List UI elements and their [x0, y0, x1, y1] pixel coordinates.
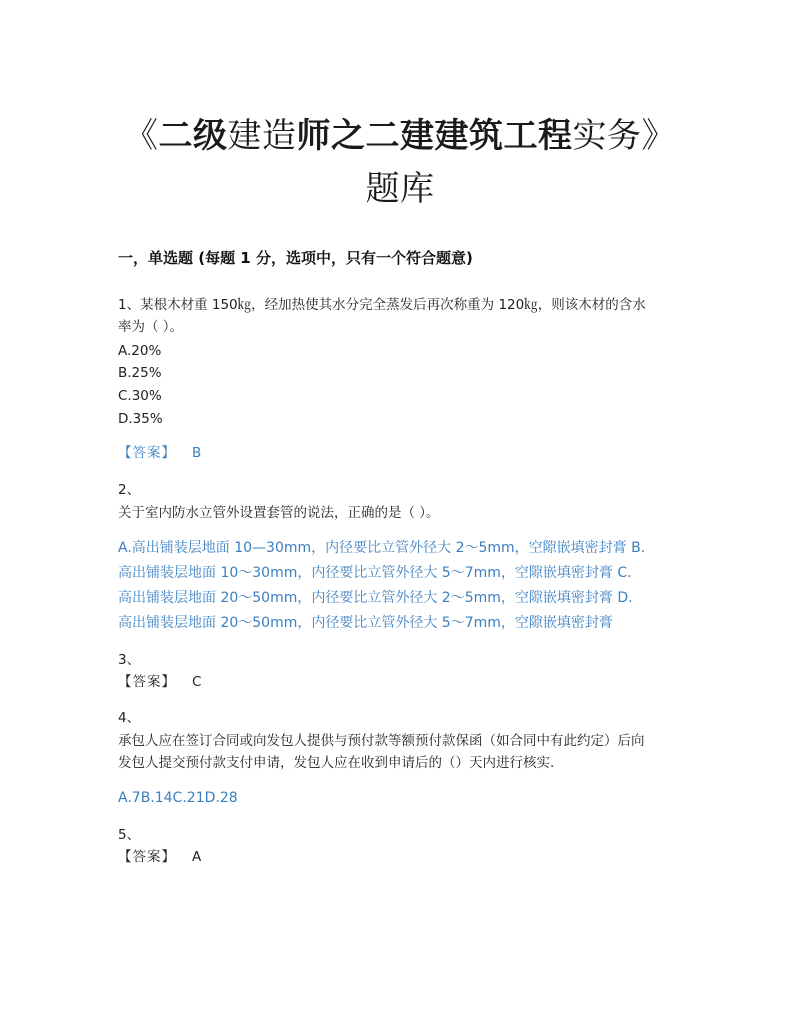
q1-option-b: B.25%	[118, 365, 162, 381]
q4-number: 4、	[118, 710, 141, 726]
document-subtitle: 题库	[365, 169, 435, 209]
title-part-a: 二级	[158, 116, 228, 156]
q3-number: 3、	[118, 652, 141, 668]
q5-answer	[118, 846, 201, 868]
title-part-e: 实务》	[572, 116, 676, 156]
q2-options-line4: 高出铺装层地面 20～50mm，内径要比立管外径大 5～7mm，空隙嵌填密封膏	[118, 615, 613, 631]
q4-stem-line2: 发包人提交预付款支付申请，发包人应在收到申请后的（）天内进行核实.	[118, 755, 555, 771]
q2-options-line1: A.高出铺装层地面 10—30mm，内径要比立管外径大 2～5mm，空隙嵌填密封膏 B.	[118, 540, 646, 556]
answer-value: A	[192, 849, 202, 865]
q2-options-line3: 高出铺装层地面 20～50mm，内径要比立管外径大 2～5mm，空隙嵌填密封膏 D.	[118, 590, 633, 606]
answer-value: B	[192, 445, 202, 461]
q5-number: 5、	[118, 827, 141, 843]
answer-value: C	[192, 674, 202, 690]
q1-option-c: C.30%	[118, 388, 162, 404]
q1-stem-line1: 1、某根木材重 150㎏，经加热使其水分完全蒸发后再次称重为 120㎏，则该木材的含水	[118, 297, 646, 313]
q4-options: A.7B.14C.21D.28	[118, 790, 238, 806]
q1-option-d: D.35%	[118, 411, 163, 427]
title-part-d: 之二建建筑工程	[331, 116, 573, 156]
answer-label: 【答案】	[118, 674, 176, 690]
q1-answer	[118, 442, 201, 464]
q1-option-a: A.20%	[118, 343, 162, 359]
answer-label: 【答案】	[118, 445, 176, 461]
q2-number: 2、	[118, 482, 141, 498]
q4-stem-line1: 承包人应在签订合同或向发包人提供与预付款等额预付款保函（如合同中有此约定）后向	[118, 733, 645, 749]
answer-label: 【答案】	[118, 849, 176, 865]
q2-stem: 关于室内防水立管外设置套管的说法，正确的是（ ）。	[118, 505, 440, 521]
document-title	[0, 108, 800, 157]
q1-stem-line2: 率为（ ）。	[118, 319, 184, 335]
q2-options-line2: 高出铺装层地面 10～30mm，内径要比立管外径大 5～7mm，空隙嵌填密封膏 C.	[118, 565, 632, 581]
section-heading: 一，单选题 (每题 1 分，选项中，只有一个符合题意)	[118, 249, 473, 267]
title-part-c: 师	[296, 116, 331, 156]
title-part-b: 建造	[227, 116, 297, 156]
q3-answer	[118, 671, 201, 693]
title-bracket-open: 《	[124, 116, 159, 156]
